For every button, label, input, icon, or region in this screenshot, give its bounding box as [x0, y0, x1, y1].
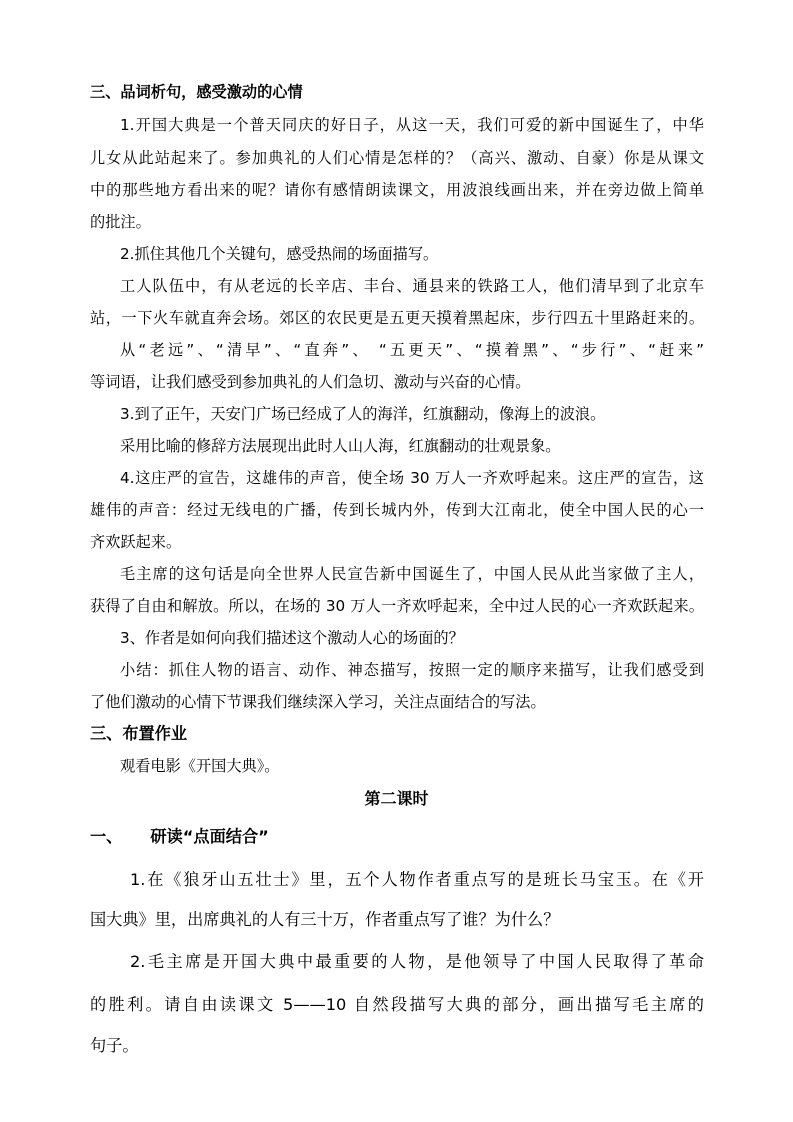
- paragraph-line: 观看电影《开国大典》。: [120, 757, 280, 775]
- section-heading-3: [90, 827, 705, 847]
- paragraph-line: 2.毛主席是开国大典中最重要的人物，是他领导了中国人民取得了革命: [130, 952, 704, 971]
- paragraph-line: 雄伟的声音：经过无线电的广播，传到长城内外，传到大江南北，使全中国人民的心一: [90, 501, 704, 519]
- paragraph-line: 的胜利。请自由读课文 5——10 自然段描写大典的部分，画出描写毛主席的: [90, 995, 704, 1014]
- paragraph-line: 3.到了正午，天安门广场已经成了人的海洋，红旗翻动，像海上的波浪。: [120, 405, 606, 423]
- paragraph-line: 3、作者是如何向我们描述这个激动人心的场面的？: [120, 629, 464, 647]
- paragraph-line: 等词语，让我们感受到参加典礼的人们急切、激动与兴奋的心情。: [90, 373, 531, 391]
- paragraph-line: 获得了自由和解放。所以，在场的 30 万人一齐欢呼起来，全中过人民的心一齐欢跃起来。: [90, 597, 704, 615]
- paragraph-line: 国大典》里，出席典礼的人有三十万，作者重点写了谁？为什么？: [90, 910, 560, 929]
- section-heading-1: 三、品词析句，感受激动的心情: [90, 83, 303, 101]
- heading-number: 一、: [90, 827, 123, 846]
- paragraph-line: 毛主席的这句话是向全世界人民宣告新中国诞生了，中国人民从此当家做了主人，: [120, 565, 704, 583]
- paragraph-line: 1.开国大典是一个普天同庆的好日子，从这一天，我们可爱的新中国诞生了，中华: [120, 116, 704, 134]
- section-heading-2: 三、布置作业: [90, 724, 188, 743]
- paragraph-line: 采用比喻的修辞方法展现出此时人山人海，红旗翻动的壮观景象。: [120, 437, 561, 455]
- paragraph-line: 了他们激动的心情下节课我们继续深入学习，关注点面结合的写法。: [90, 693, 546, 711]
- lesson-title: 第二课时: [364, 789, 429, 808]
- paragraph-line: 从“老远”、“清早”、“直奔”、 “五更天”、“摸着黑”、“步行”、“赶来”: [120, 341, 704, 359]
- paragraph-line: 工人队伍中，有从老远的长辛店、丰台、通县来的铁路工人，他们清早到了北京车: [120, 277, 704, 295]
- paragraph-line: 中的那些地方看出来的呢？请你有感情朗读课文，用波浪线画出来，并在旁边做上简单: [90, 181, 704, 199]
- paragraph-line: 4.这庄严的宣告，这雄伟的声音，使全场 30 万人一齐欢呼起来。这庄严的宣告，这: [120, 469, 704, 487]
- paragraph-line: 1.在《狼牙山五壮士》里，五个人物作者重点写的是班长马宝玉。在《开: [130, 870, 704, 889]
- paragraph-line: 儿女从此站起来了。参加典礼的人们心情是怎样的？（高兴、激动、自豪）你是从课文: [90, 149, 704, 167]
- heading-text: 研读“点面结合”: [150, 827, 269, 846]
- paragraph-line: 齐欢跃起来。: [90, 533, 182, 551]
- paragraph-line: 站，一下火车就直奔会场。郊区的农民更是五更天摸着黑起床，步行四五十里路赶来的。: [90, 309, 704, 327]
- paragraph-line: 小结：抓住人物的语言、动作、神态描写，按照一定的顺序来描写，让我们感受到: [120, 661, 704, 679]
- paragraph-line: 句子。: [90, 1036, 139, 1055]
- paragraph-line: 2.抓住其他几个关键句，感受热闹的场面描写。: [120, 245, 439, 263]
- paragraph-line: 的批注。: [90, 213, 151, 231]
